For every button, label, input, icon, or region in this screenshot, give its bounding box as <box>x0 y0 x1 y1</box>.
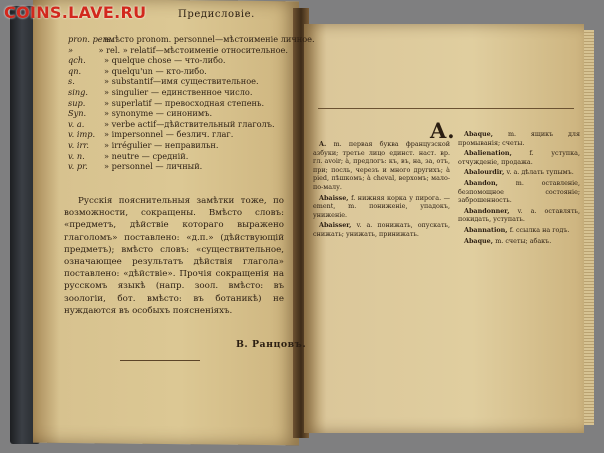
abbreviation-key: v. a. <box>68 118 85 129</box>
abbreviation-key: qch. <box>68 55 86 66</box>
entry-headword: Abaisse, <box>319 193 352 202</box>
abbreviation-row <box>68 76 288 87</box>
abbreviation-row <box>68 119 288 130</box>
entry-headword: A. <box>319 140 334 148</box>
entry-headword: Abaisser, <box>319 221 357 230</box>
abbreviation-key: sup. <box>68 97 86 108</box>
abbreviation-key: v. n. <box>68 150 85 161</box>
abbreviation-key: v. imp. <box>68 129 96 140</box>
abbreviation-meaning: » superlatif — превосходная степень. <box>104 97 265 108</box>
entry-definition: m. первая буква французской азбуки; третье лицо единст. наст. вр. гл. avoir; à, предлогъ: къ, въ, на, за, отъ, при; посль, черезъ и много другихъ; à pied, пѣшкомъ; à cheval, верхомъ; мало-по-малу. <box>313 140 450 191</box>
entry-definition: f. ссылка на годъ. <box>509 225 570 234</box>
abbreviation-meaning: » neutre — средній. <box>104 150 189 161</box>
abbreviation-meaning: » impersonnel — безлич. глаг. <box>104 129 234 140</box>
dictionary-entry <box>458 168 580 177</box>
abbreviation-row <box>68 161 288 172</box>
abbreviation-row <box>68 87 288 98</box>
site-watermark: COINS.LAVE.RU <box>4 3 147 22</box>
letter-heading: A. <box>430 118 456 143</box>
entry-headword: Abalienation, <box>464 149 530 158</box>
dictionary-entry <box>458 130 580 147</box>
abbreviation-key: sing. <box>68 86 88 97</box>
abbreviation-meaning: » personnel — личный. <box>104 161 203 172</box>
abbreviation-row <box>68 34 315 45</box>
abbreviation-key: v. pr. <box>68 161 88 172</box>
abbreviation-row <box>68 98 288 109</box>
abbreviation-meaning: » irrégulier — неправильн. <box>104 139 219 150</box>
entry-headword: Abandon, <box>464 178 516 187</box>
abbreviation-meaning: » rel. » relatif—мѣстоименіе относительное. <box>98 44 288 55</box>
abbreviation-row <box>68 55 288 66</box>
abbreviation-meaning: » substantif—имя существительное. <box>104 76 259 87</box>
abbreviation-meaning: вмѣсто pronom. personnel—мѣстоименіе личное. <box>104 34 315 44</box>
abbreviation-row <box>68 129 288 140</box>
preface-paragraph: Русскія пояснительныя замѣтки тоже, по возможности, сокращены. Вмѣсто словъ: «предметъ, дѣйствіе котораго выражено глаголомъ» поставлено: «д.п.» (дѣйствующій предметъ); вмѣсто словъ: «существительное, означающее результатъ дѣйствія глагола» поставлено: «дѣйствіе». Прочія сокращенія на русскомъ языкѣ (напр. зоол. вмѣсто: въ зоологіи, бот. вмѣсто: въ ботаникѣ) не нуждаются въ особыхъ поясненіяхъ. <box>64 196 284 316</box>
page-header: Предисловіе. <box>178 9 255 20</box>
abbreviation-key: pron. pers. <box>68 34 114 44</box>
abbreviation-row <box>68 140 288 151</box>
dictionary-entry <box>458 149 580 166</box>
entry-definition: m. ящикъ для промыванія; счеты. <box>458 130 580 147</box>
abbreviation-meaning: » singulier — единственное число. <box>104 86 253 97</box>
abbreviation-row <box>68 66 288 77</box>
entry-definition: v. a. дѣлать тупымъ. <box>506 168 574 177</box>
dictionary-entry <box>458 226 580 235</box>
entry-headword: Abaque, <box>464 130 508 138</box>
dictionary-column-2 <box>458 130 580 247</box>
divider <box>120 360 200 361</box>
abbreviation-row <box>68 108 288 119</box>
abbreviation-meaning: » quelque chose — что-либо. <box>104 55 226 66</box>
abbreviation-meaning: » verbe actif—дѣйствительный глаголъ. <box>104 118 275 129</box>
abbreviation-row <box>68 151 288 162</box>
dictionary-entry <box>458 179 580 205</box>
entry-definition: m. счеты; абакъ. <box>495 236 552 245</box>
signature: В. Ранцовъ. <box>236 339 307 350</box>
entry-headword: Abalourdir, <box>464 168 507 177</box>
dictionary-entry <box>458 237 580 246</box>
entry-definition: f. нижняя корка у пирога. —ement, m. пониженіе, упадокъ, униженіе. <box>313 193 450 219</box>
abbreviation-key: qn. <box>68 65 82 76</box>
dictionary-entry <box>313 140 450 192</box>
dictionary-entry <box>313 221 450 238</box>
section-rule <box>318 108 574 109</box>
abbreviation-key: Syn. <box>68 108 87 119</box>
abbreviation-list <box>68 34 315 172</box>
entry-definition: f. уступка, отчужденіе, продажа. <box>458 149 581 166</box>
abbreviation-meaning: » synonyme — синонимъ. <box>104 108 213 119</box>
abbreviation-key: v. irr. <box>68 139 90 150</box>
entry-headword: Abannation, <box>464 225 510 234</box>
dictionary-entry <box>458 207 580 224</box>
abbreviation-row <box>68 45 288 56</box>
abbreviation-key: s. <box>68 76 75 87</box>
abbreviation-key: » <box>68 44 74 55</box>
page-edges <box>584 30 594 425</box>
entry-headword: Abandonner, <box>464 206 518 215</box>
abbreviation-meaning: » quelqu'un — кто-либо. <box>104 65 207 76</box>
entry-definition: m. оставленіе, безпомощное состояніе; заброшенность. <box>458 178 580 205</box>
entry-definition: v. a. понижать, опускать, снижать; унижать, принижать. <box>313 221 450 238</box>
dictionary-entry <box>313 194 450 220</box>
dictionary-column-1 <box>313 140 450 241</box>
entry-definition: v. a. оставлять, покидать, уступать. <box>458 206 580 224</box>
entry-headword: Abaque, <box>464 236 496 245</box>
